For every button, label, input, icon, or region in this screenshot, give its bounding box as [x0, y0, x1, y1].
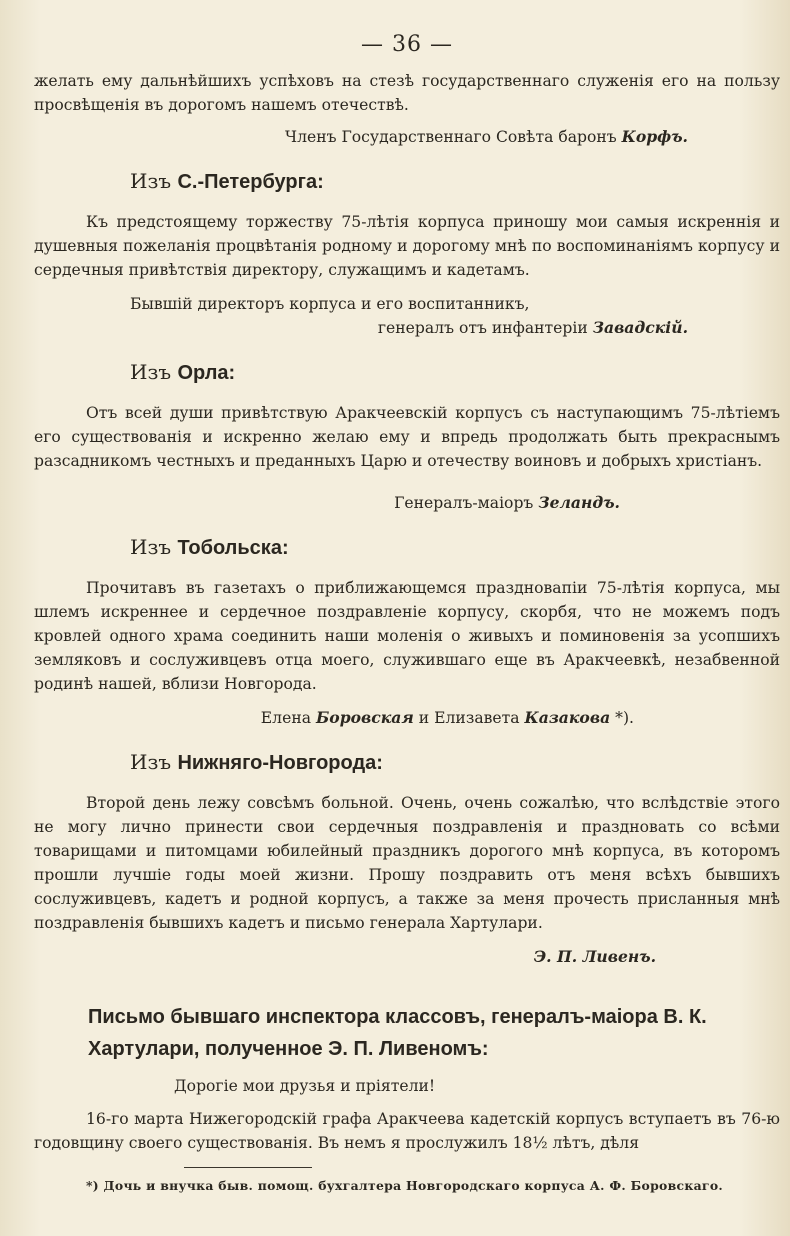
section-signature [34, 706, 634, 730]
section-heading [130, 360, 780, 385]
section-heading [130, 535, 780, 560]
intro-paragraph: желать ему дальнѣйшихъ успѣховъ на стезѣ государственнаго служенія его на пользу просвѣщенія въ дорогомъ нашемъ отечествѣ. [34, 72, 780, 114]
signature-name: Завадскій. [592, 318, 688, 337]
intro-signature [34, 125, 688, 149]
signature-prefix: Членъ Государственнаго Совѣта баронъ [285, 128, 617, 146]
signature-name: Казакова [524, 708, 611, 727]
section-signature [34, 491, 620, 515]
section-body: Отъ всей души привѣтствую Аракчеевскій корпусъ съ наступающимъ 75-лѣтіемъ его существованія и искренно желаю ему и впредь продолжать быть прекраснымъ разсадникомъ честныхъ и преданныхъ Царю и отечеству воиновъ и добрыхъ христіанъ. [34, 404, 780, 470]
signature-part: Елена [260, 709, 312, 727]
heading-prefix: Изъ [130, 169, 172, 193]
letter-body: 16-го марта Нижегородскій графа Аракчеева кадетскій корпусъ вступаетъ въ 76-ю годовщину своего существованія. Въ немъ я прослужилъ 18½ лѣтъ, дѣля [34, 1110, 780, 1152]
signature-name: Зеландъ. [538, 493, 620, 512]
section-body: Къ предстоящему торжеству 75-лѣтія корпуса приношу мои самыя искреннія и душевныя пожеланія процвѣтанія родному и дорогому мнѣ по воспоминаніямъ корпусу и сердечныя привѣтствія директору, служащимъ и кадетамъ. [34, 213, 780, 279]
section-heading [130, 169, 780, 194]
signature-name: Боровская [315, 708, 414, 727]
footnote-marker: *). [615, 709, 634, 727]
heading-prefix: Изъ [130, 535, 172, 559]
heading-prefix: Изъ [130, 360, 172, 384]
letter-heading: Письмо бывшаго инспектора классовъ, генералъ-маіора В. К. Хартулари, полученное Э. П. Ливеномъ: [88, 1006, 707, 1060]
section-body: Второй день лежу совсѣмъ больной. Очень, очень сожалѣю, что вслѣдствіе этого не могу лично принести свои сердечныя поздравленія и праздновать со всѣми товарищами и питомцами юбилейный праздникъ дорогого мнѣ корпуса, въ которомъ прошли лучшіе годы моей жизни. Прошу поздравить отъ меня всѣхъ бывшихъ сослуживцевъ, кадетъ и родной корпусъ, а также за меня прочесть присланныя мнѣ поздравленія бывшихъ кадетъ и письмо генерала Хартулари. [34, 794, 780, 932]
section-signature [34, 945, 656, 969]
heading-city: С.-Петербурга: [177, 171, 324, 193]
section-signature-line-2 [34, 316, 688, 340]
heading-city: Орла: [177, 362, 236, 384]
signature-name: Э. П. Ливенъ. [533, 947, 656, 966]
heading-city: Нижняго-Новгорода: [177, 752, 383, 774]
signature-part: и Елизавета [418, 709, 520, 727]
footnote: *) Дочь и внучка быв. помощ. бухгалтера Новгородскаго корпуса А. Ф. Боровскаго. [86, 1178, 723, 1193]
section-heading [130, 750, 780, 775]
page-number: — 36 — [361, 32, 453, 57]
section-body: Прочитавъ въ газетахъ о приближающемся праздновапіи 75-лѣтія корпуса, мы шлемъ искреннее и сердечное поздравленіе корпусу, скорбя, что не можемъ подъ кровлей одного храма соединить наши моленія о живыхъ и поминовенія за усопшихъ земляковъ и сослуживцевъ отца моего, служившаго еще въ Аракчеевкѣ, незабвенной родинѣ нашей, вблизи Новгорода. [34, 579, 780, 693]
heading-prefix: Изъ [130, 750, 172, 774]
footnote-divider [184, 1167, 312, 1168]
heading-city: Тобольска: [177, 537, 289, 559]
signature-prefix: генералъ отъ инфантеріи [377, 319, 588, 337]
signature-name: Корфъ. [621, 127, 688, 146]
signature-prefix: Генералъ-маіоръ [394, 494, 534, 512]
letter-salutation: Дорогіе мои друзья и пріятели! [174, 1077, 436, 1095]
section-signature-line-1: Бывшій директоръ корпуса и его воспитанникъ, [130, 295, 530, 313]
